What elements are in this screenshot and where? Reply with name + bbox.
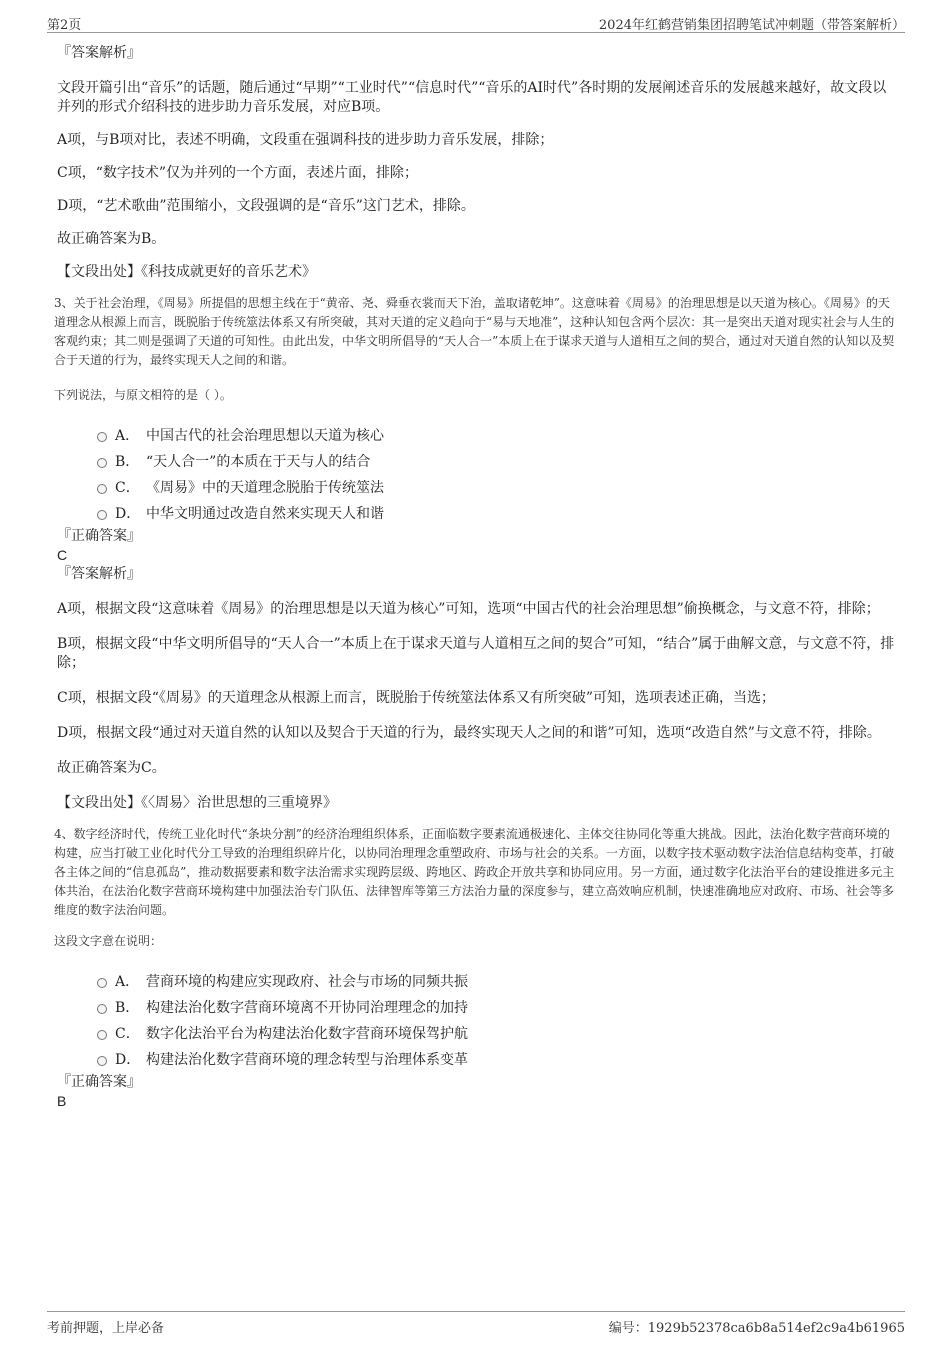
- option-d[interactable]: [97, 1047, 897, 1073]
- answer-conclusion: 故正确答案为C。: [57, 760, 166, 776]
- analysis-option-d: D项，“艺术歌曲”范围缩小，文段强调的是“音乐”这门艺术，排除。: [57, 198, 475, 214]
- page-content: [54, 44, 897, 1111]
- analysis-paragraph: 文段开篇引出“音乐”的话题，随后通过“早期”“工业时代”“信息时代”“音乐的AI时代”各时期的发展阐述音乐的发展越来越好，故文段以并列的形式介绍科技的进步助力音乐发展，对应B项。: [57, 80, 887, 115]
- option-letter: C．: [115, 480, 140, 496]
- answer-conclusion: 故正确答案为B。: [57, 231, 166, 247]
- option-text: 营商环境的构建应实现政府、社会与市场的同频共振: [146, 974, 468, 990]
- question-3-stem: 3、关于社会治理，《周易》所提倡的思想主线在于“黄帝、尧、舜垂衣裳而天下治，盖取诸乾坤”。这意味着《周易》的治理思想是以天道为核心。《周易》的天道理念从根源上而言，既脱胎于传统筮法体系又有所突破，其对天道的定义趋向于“易与天地准”，这种认知包含两个层次：其一是突出天道对现实社会与人生的客观约束；其二则是强调了天道的可知性。由此出发，中华文明所倡导的“天人合一”本质上在于谋求天道与人道相互之间的契合，通过对天道自然的认知以及契合于天道的行为，最终实现天人之间的和谐。: [54, 296, 895, 367]
- radio-icon[interactable]: [97, 1004, 107, 1014]
- option-text: 中国古代的社会治理思想以天道为核心: [146, 428, 384, 444]
- analysis-label: 『答案解析』: [57, 566, 141, 582]
- option-c[interactable]: [97, 475, 897, 501]
- radio-icon[interactable]: [97, 510, 107, 520]
- option-letter: B．: [115, 1000, 140, 1016]
- document-title: 2024年红鹤营销集团招聘笔试冲刺题（带答案解析）: [598, 18, 905, 33]
- document-id: 编号：1929b52378ca6b8a514ef2c9a4b61965: [608, 1321, 905, 1336]
- option-letter: A．: [115, 974, 140, 990]
- radio-icon[interactable]: [97, 432, 107, 442]
- analysis-option-b: B项，根据文段“中华文明所倡导的“天人合一”本质上在于谋求天道与人道相互之间的契合”可知，“结合”属于曲解文意，与文意不符，排除；: [57, 636, 895, 671]
- option-text: 数字化法治平台为构建法治化数字营商环境保驾护航: [146, 1026, 468, 1042]
- radio-icon[interactable]: [97, 484, 107, 494]
- option-letter: A．: [115, 428, 140, 444]
- question-3-prompt: 下列说法，与原文相符的是（ ）。: [54, 388, 232, 402]
- correct-answer: B: [57, 1093, 67, 1109]
- option-letter: B．: [115, 454, 140, 470]
- page-number: 第2页: [47, 18, 82, 33]
- question-3-options: [97, 423, 897, 527]
- option-letter: C．: [115, 1026, 140, 1042]
- option-text: “天人合一”的本质在于天与人的结合: [146, 454, 371, 470]
- radio-icon[interactable]: [97, 978, 107, 988]
- question-4-prompt: 这段文字意在说明：: [54, 934, 163, 948]
- radio-icon[interactable]: [97, 1056, 107, 1066]
- analysis-option-c: C项，“数字技术”仅为并列的一个方面，表述片面，排除；: [57, 165, 419, 181]
- correct-answer: C: [57, 547, 68, 563]
- question-4-options: [97, 969, 897, 1073]
- option-b[interactable]: [97, 449, 897, 475]
- option-letter: D．: [115, 506, 141, 522]
- option-text: 中华文明通过改造自然来实现天人和谐: [146, 506, 384, 522]
- option-a[interactable]: [97, 423, 897, 449]
- option-c[interactable]: [97, 1021, 897, 1047]
- analysis-option-d: D项，根据文段“通过对天道自然的认知以及契合于天道的行为，最终实现天人之间的和谐”可知，选项“改造自然”与文意不符，排除。: [57, 725, 881, 741]
- page-footer: [47, 1311, 905, 1336]
- analysis-option-c: C项，根据文段“《周易》的天道理念从根源上而言，既脱胎于传统筮法体系又有所突破”可知，选项表述正确，当选；: [57, 690, 776, 706]
- analysis-label: 『答案解析』: [57, 45, 141, 61]
- correct-answer-label: 『正确答案』: [57, 528, 141, 544]
- radio-icon[interactable]: [97, 1030, 107, 1040]
- option-a[interactable]: [97, 969, 897, 995]
- passage-source: 【文段出处】《科技成就更好的音乐艺术》: [57, 264, 316, 280]
- correct-answer-label: 『正确答案』: [57, 1074, 141, 1090]
- footer-slogan: 考前押题，上岸必备: [47, 1321, 165, 1336]
- option-text: 构建法治化数字营商环境离不开协同治理理念的加持: [146, 1000, 468, 1016]
- option-b[interactable]: [97, 995, 897, 1021]
- analysis-option-a: A项，与B项对比，表述不明确，文段重在强调科技的进步助力音乐发展，排除；: [57, 132, 554, 148]
- page-header: [47, 12, 905, 33]
- option-letter: D．: [115, 1052, 141, 1068]
- option-text: 《周易》中的天道理念脱胎于传统筮法: [146, 480, 384, 496]
- analysis-option-a: A项，根据文段“这意味着《周易》的治理思想是以天道为核心”可知，选项“中国古代的社会治理思想”偷换概念，与文意不符，排除；: [57, 601, 880, 617]
- option-text: 构建法治化数字营商环境的理念转型与治理体系变革: [146, 1052, 468, 1068]
- question-4-stem: 4、数字经济时代，传统工业化时代“条块分割”的经济治理组织体系，正面临数字要素流通极速化、主体交往协同化等重大挑战。因此，法治化数字营商环境的构建，应当打破工业化时代分工导致的治理组织碎片化，以协同治理理念重塑政府、市场与社会的关系。一方面，以数字技术驱动数字法治信息结构变革，打破各主体之间的“信息孤岛”，推动数据要素和数字法治需求实现跨层级、跨地区、跨政企开放共享和协同应用。另一方面，通过数字化法治平台的建设推进多元主体共治，在法治化数字营商环境构建中加强法治专门队伍、法律智库等第三方法治力量的深度参与，建立高效响应机制，快速准确地应对政府、市场、社会等多维度的数字法治问题。: [54, 827, 895, 917]
- option-d[interactable]: [97, 501, 897, 527]
- passage-source: 【文段出处】《〈周易〉治世思想的三重境界》: [57, 795, 337, 811]
- radio-icon[interactable]: [97, 458, 107, 468]
